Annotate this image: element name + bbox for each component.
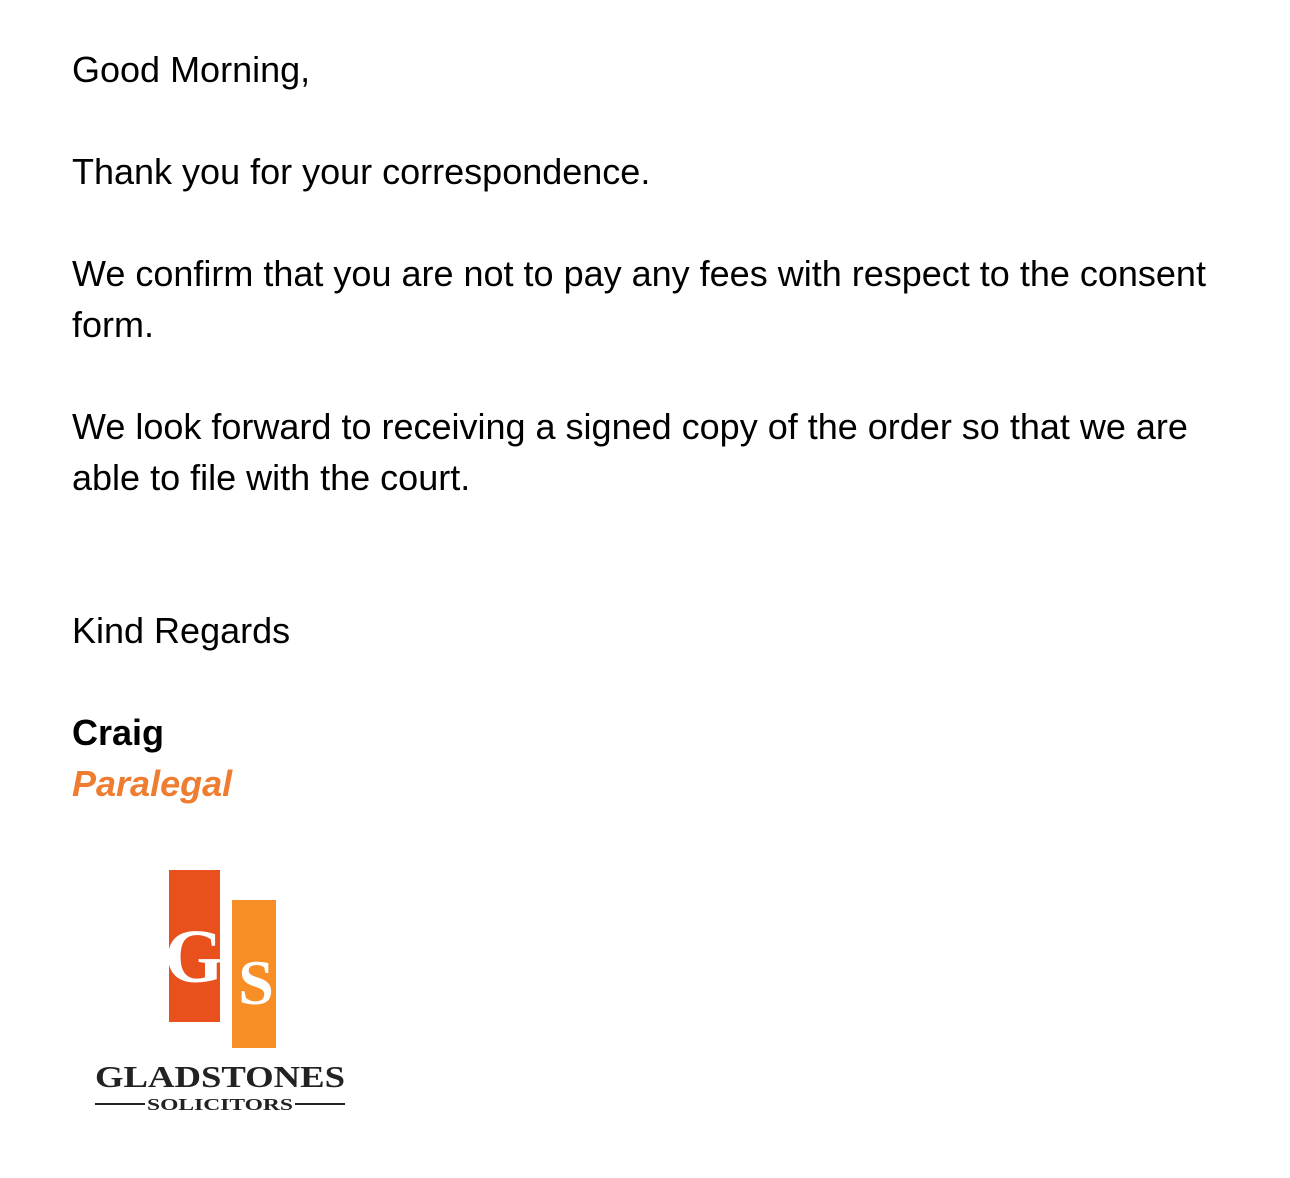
email-closing: Kind Regards <box>72 610 291 651</box>
signature-name: Craig <box>72 712 165 753</box>
email-body <box>72 44 1232 809</box>
signature-title: Paralegal <box>72 763 233 804</box>
email-forward-paragraph: We look forward to receiving a signed copy of the order so that we are able to file with the court. <box>72 406 1188 498</box>
email-greeting: Good Morning, <box>72 49 311 90</box>
gladstones-logo-icon <box>80 858 360 1122</box>
logo-firm-name: GLADSTONES <box>95 1059 345 1094</box>
email-confirm-paragraph: We confirm that you are not to pay any fees with respect to the consent form. <box>72 253 1206 345</box>
logo-letter-s: S <box>238 947 274 1018</box>
logo-letter-g: G <box>164 915 224 999</box>
gladstones-logo <box>80 858 360 1122</box>
email-thanks-paragraph: Thank you for your correspondence. <box>72 151 651 192</box>
logo-firm-sub: SOLICITORS <box>147 1095 293 1114</box>
